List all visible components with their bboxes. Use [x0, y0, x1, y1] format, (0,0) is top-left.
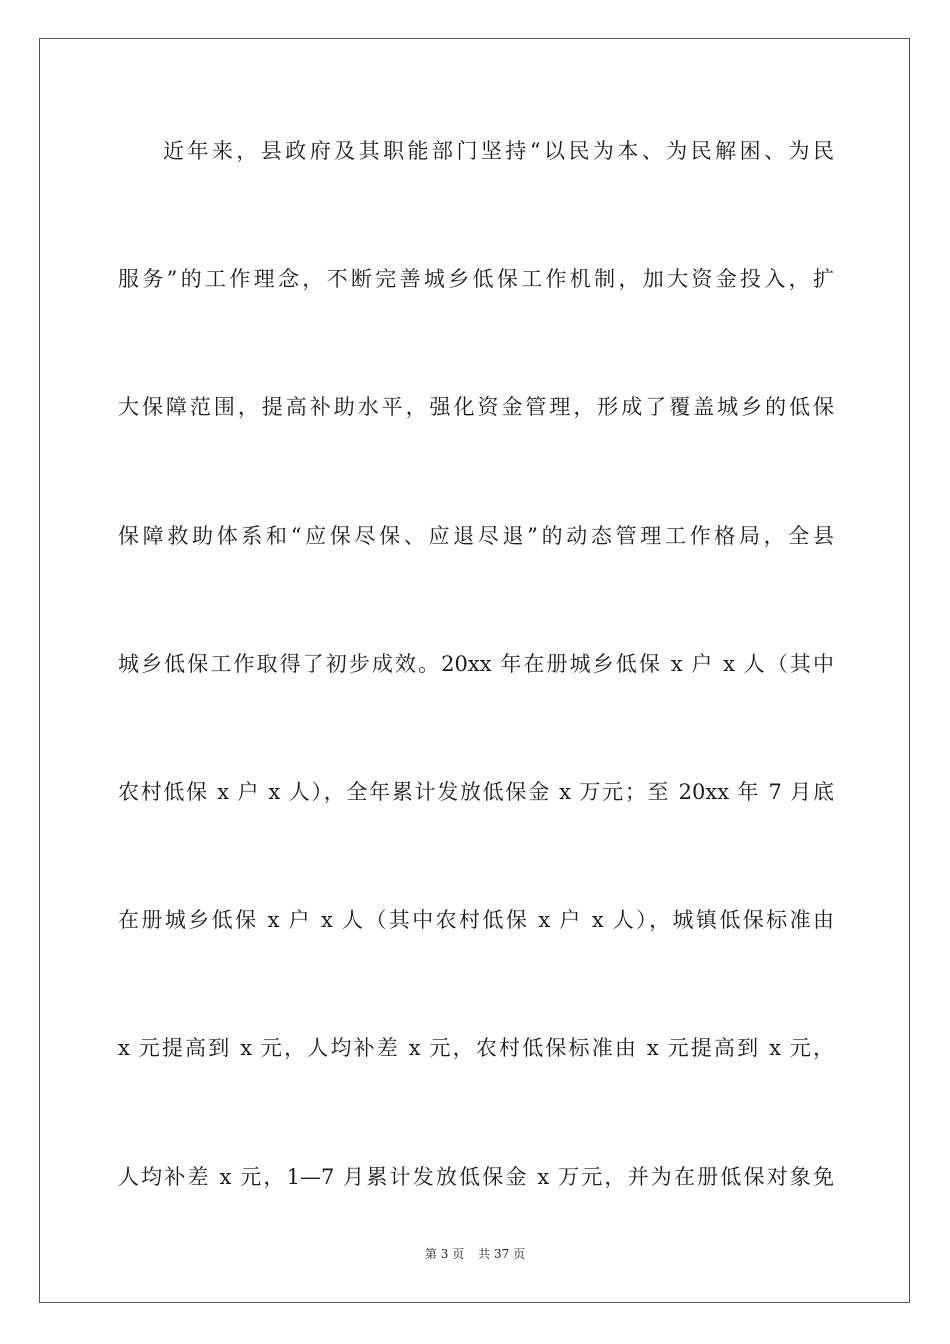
- paragraph-line: 近年来，县政府及其职能部门坚持“以民为本、为民解困、为民: [163, 139, 834, 163]
- paragraph-line: x 元提高到 x 元，人均补差 x 元，农村低保标准由 x 元提高到 x 元，: [118, 1036, 834, 1061]
- paragraph-line: 大保障范围，提高补助水平，强化资金管理，形成了覆盖城乡的低保: [118, 395, 834, 420]
- paragraph-line: 农村低保 x 户 x 人），全年累计发放低保金 x 万元；至 20xx 年 7 月底: [118, 779, 834, 804]
- page-number: 第 3 页: [424, 1247, 465, 1261]
- page-total: 共 37 页: [478, 1247, 526, 1261]
- paragraph-line: 城乡低保工作取得了初步成效。20xx 年在册城乡低保 x 户 x 人（其中: [118, 651, 834, 676]
- document-body: [118, 126, 834, 1280]
- paragraph-line: 在册城乡低保 x 户 x 人（其中农村低保 x 户 x 人），城镇低保标准由: [118, 908, 834, 933]
- paragraph-line: 人均补差 x 元，1—7 月累计发放低保金 x 万元，并为在册低保对象免: [118, 1164, 834, 1189]
- paragraph-line: 保障救助体系和“应保尽保、应退尽退”的动态管理工作格局，全县: [118, 523, 834, 548]
- page-footer: [0, 1246, 950, 1262]
- paragraph-line: 服务”的工作理念，不断完善城乡低保工作机制，加大资金投入，扩: [118, 267, 834, 292]
